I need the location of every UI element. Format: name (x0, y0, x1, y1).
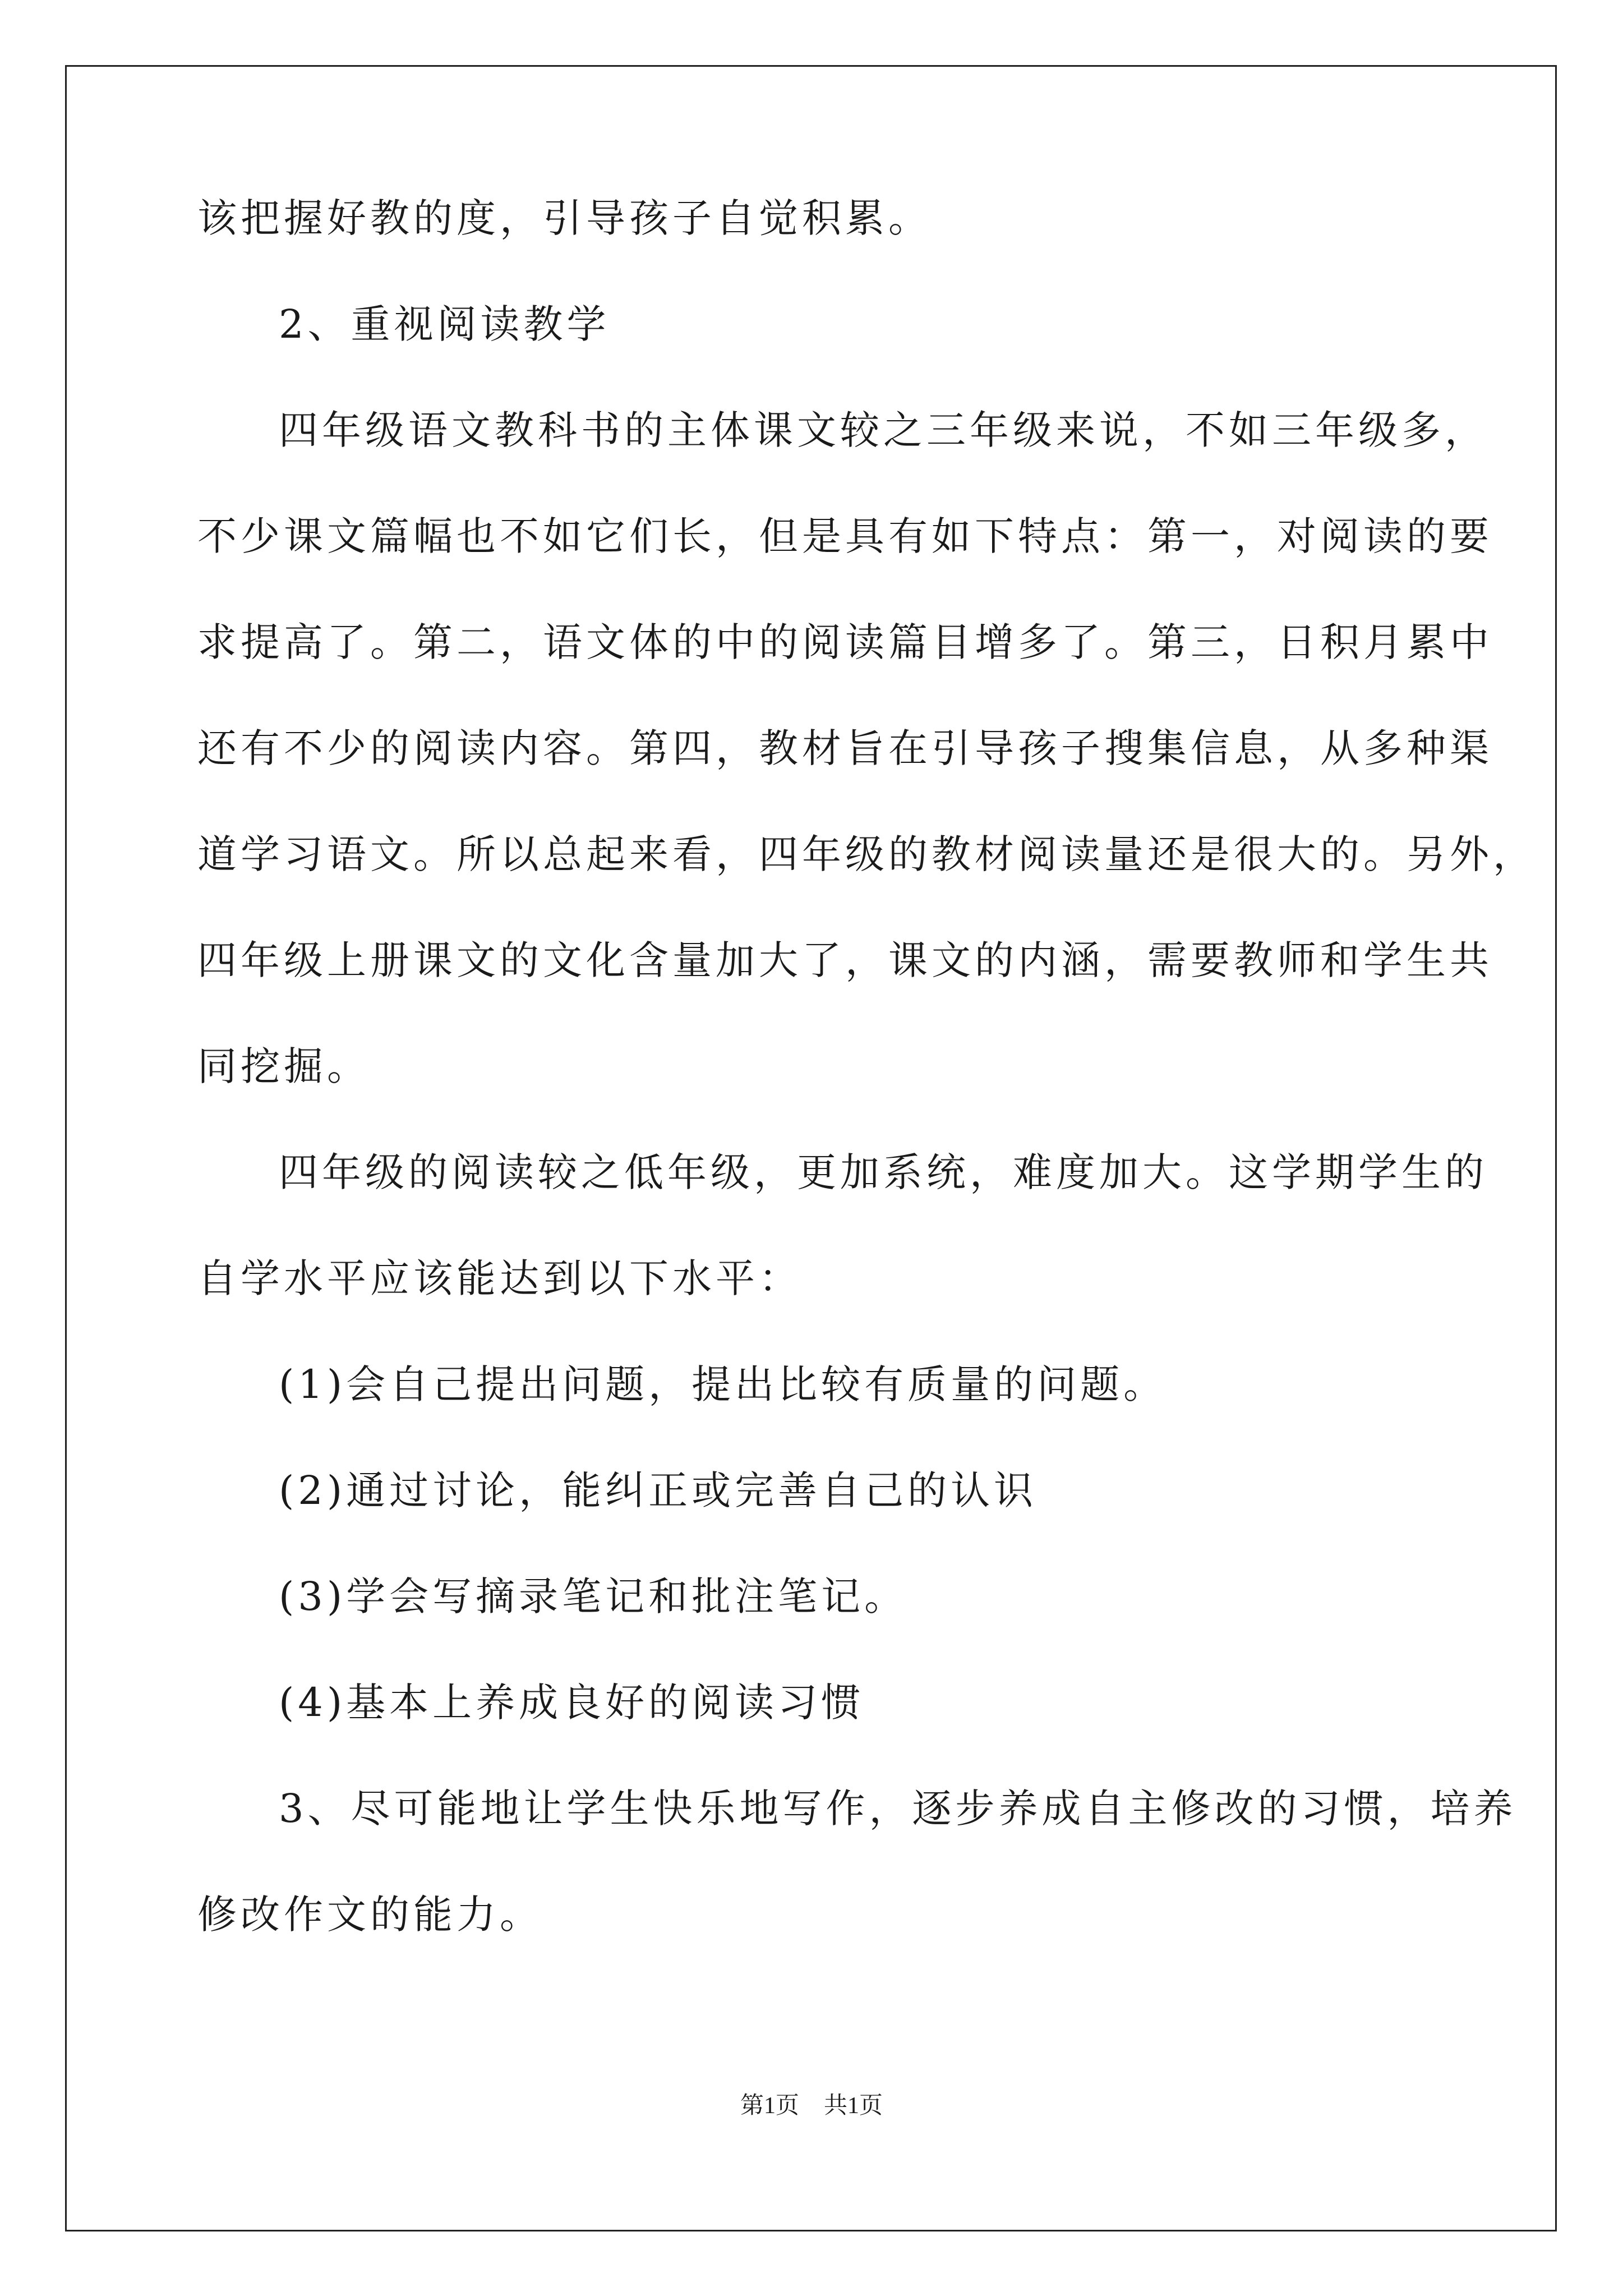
page-number-current: 第1页 (740, 2093, 799, 2119)
text-line: 四年级上册课文的文化含量加大了，课文的内涵，需要教师和学生共 (197, 937, 1493, 983)
document-body (197, 193, 1536, 1940)
text-line: 道学习语文。所以总起来看，四年级的教材阅读量还是很大的。另外， (197, 831, 1536, 877)
list-item (197, 1571, 1454, 1622)
list-item (197, 1465, 1454, 1516)
text-line: 该把握好教的度，引导孩子自觉积累。 (197, 195, 932, 241)
text-line: 自学水平应该能达到以下水平： (197, 1255, 802, 1301)
text-line: 四年级的阅读较之低年级，更加系统，难度加大。这学期学生的 (279, 1149, 1488, 1195)
list-item (197, 1359, 1454, 1410)
page-number-total: 共1页 (824, 2093, 883, 2119)
text-line: (1)会自己提出问题，提出比较有质量的问题。 (279, 1361, 1167, 1407)
text-line: 修改作文的能力。 (197, 1892, 543, 1938)
paragraph (197, 1783, 1517, 1940)
text-line: 不少课文篇幅也不如它们长，但是具有如下特点：第一，对阅读的要 (197, 513, 1493, 559)
text-line: 四年级语文教科书的主体课文较之三年级来说，不如三年级多， (279, 407, 1488, 453)
text-line: 2、重视阅读教学 (279, 301, 610, 347)
text-line: 3、尽可能地让学生快乐地写作，逐步养成自主修改的习惯，培养 (279, 1786, 1517, 1832)
text-line: 还有不少的阅读内容。第四，教材旨在引导孩子搜集信息，从多种渠 (197, 725, 1493, 771)
text-line: 同挖掘。 (197, 1043, 370, 1089)
page-footer (0, 2091, 1623, 2120)
list-item (197, 1677, 1454, 1728)
section-heading (197, 299, 1454, 349)
text-line: 求提高了。第二，语文体的中的阅读篇目增多了。第三，日积月累中 (197, 619, 1493, 665)
text-line: (3)学会写摘录笔记和批注笔记。 (279, 1573, 908, 1619)
paragraph (197, 193, 1454, 243)
paragraph (197, 1147, 1488, 1304)
text-line: (4)基本上养成良好的阅读习惯 (279, 1680, 865, 1726)
text-line: (2)通过讨论，能纠正或完善自己的认识 (279, 1467, 1038, 1513)
paragraph (197, 405, 1536, 1092)
